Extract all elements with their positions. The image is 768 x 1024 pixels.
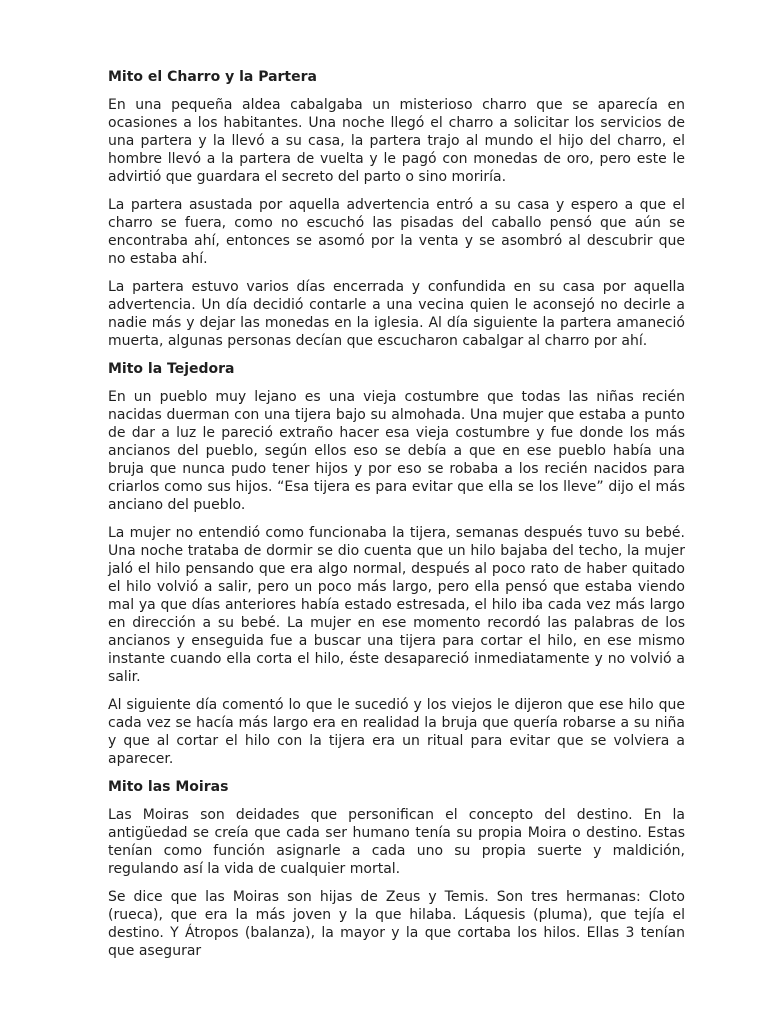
paragraph: Las Moiras son deidades que personifican el concepto del destino. En la antigüedad se creía que cada ser humano tenía su propia Moira o destino. Estas tenían como función asignarle a cada uno su propia suerte y maldición, regulando así la vida de cualquier mortal. [108, 807, 685, 877]
document-page [108, 68, 685, 970]
section-heading: Mito el Charro y la Partera [108, 69, 317, 85]
paragraph: Al siguiente día comentó lo que le sucedió y los viejos le dijeron que ese hilo que cada vez se hacía más largo era en realidad la bruja que quería robarse a su niña y que al cortar el hilo con la tijera era un ritual para evitar que se volviera a aparecer. [108, 697, 685, 767]
paragraph: En un pueblo muy lejano es una vieja costumbre que todas las niñas recién nacidas duerman con una tijera bajo su almohada. Una mujer que estaba a punto de dar a luz le pareció extraño hacer esa vieja costumbre y fue donde los más ancianos del pueblo, según ellos eso se debía a que en ese pueblo había una bruja que nunca pudo tener hijos y por eso se robaba a los recién nacidos para criarlos como sus hijos. “Esa tijera es para evitar que ella se los lleve” dijo el más anciano del pueblo. [108, 389, 685, 513]
section-moiras [108, 778, 685, 960]
section-heading: Mito la Tejedora [108, 361, 235, 377]
section-tejedora [108, 360, 685, 768]
section-heading: Mito las Moiras [108, 779, 229, 795]
paragraph: La partera estuvo varios días encerrada y confundida en su casa por aquella advertencia. Un día decidió contarle a una vecina quien le aconsejó no decirle a nadie más y dejar las monedas en la iglesia. Al día siguiente la partera amaneció muerta, algunas personas decían que escucharon cabalgar al charro por ahí. [108, 279, 685, 349]
paragraph: Se dice que las Moiras son hijas de Zeus y Temis. Son tres hermanas: Cloto (rueca), que era la más joven y la que hilaba. Láquesis (pluma), que tejía el destino. Y Átropos (balanza), la mayor y la que cortaba los hilos. Ellas 3 tenían que asegurar [108, 889, 685, 959]
paragraph: La partera asustada por aquella advertencia entró a su casa y espero a que el charro se fuera, como no escuchó las pisadas del caballo pensó que aún se encontraba ahí, entonces se asomó por la venta y se asombró al descubrir que no estaba ahí. [108, 197, 685, 267]
section-charro-partera [108, 68, 685, 350]
paragraph: La mujer no entendió como funcionaba la tijera, semanas después tuvo su bebé. Una noche trataba de dormir se dio cuenta que un hilo bajaba del techo, la mujer jaló el hilo pensando que era algo normal, después al poco rato de haber quitado el hilo volvió a salir, pero un poco más largo, pero ella pensó que estaba viendo mal ya que días anteriores había estado estresada, el hilo iba cada vez más largo en dirección a su bebé. La mujer en ese momento recordó las palabras de los ancianos y enseguida fue a buscar una tijera para cortar el hilo, en ese mismo instante cuando ella corta el hilo, éste desapareció inmediatamente y no volvió a salir. [108, 525, 685, 685]
paragraph: En una pequeña aldea cabalgaba un misterioso charro que se aparecía en ocasiones a los habitantes. Una noche llegó el charro a solicitar los servicios de una partera y la llevó a su casa, la partera trajo al mundo el hijo del charro, el hombre llevó a la partera de vuelta y le pagó con monedas de oro, pero este le advirtió que guardara el secreto del parto o sino moriría. [108, 97, 685, 185]
